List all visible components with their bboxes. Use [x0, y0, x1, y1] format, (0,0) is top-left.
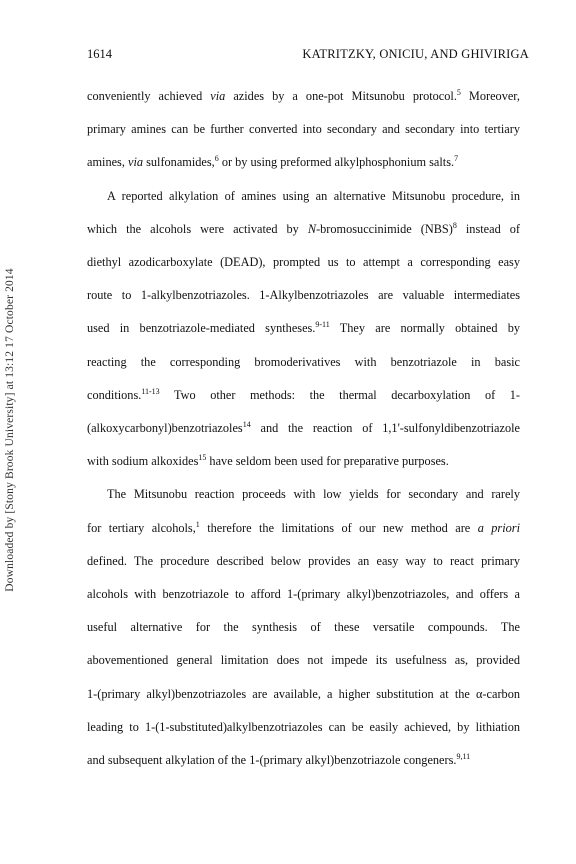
- reference-superscript: 15: [198, 453, 207, 463]
- text-run: alcohols with benzotriazole to afford 1-(primary alkyl)benzotriazoles, and offers a: [87, 587, 520, 601]
- reference-superscript: 6: [214, 154, 219, 164]
- text-line: [87, 254, 520, 270]
- text-run: or by using preformed alkylphosphonium salts.: [218, 155, 455, 170]
- text-run: therefore the limitations of our new method are: [199, 520, 478, 535]
- text-line: [87, 154, 520, 170]
- text-run: conveniently achieved: [87, 89, 211, 103]
- text-run: with sodium alkoxides: [87, 454, 199, 469]
- text-run: have seldom been used for preparative purposes.: [206, 454, 449, 469]
- text-run: (alkoxycarbonyl)benzotriazoles: [87, 421, 243, 435]
- text-run: used in benzotriazole-mediated syntheses.: [87, 321, 316, 336]
- text-run: They are normally obtained by: [329, 321, 520, 336]
- text-run: Two other methods: the thermal decarboxylation of 1-: [159, 387, 520, 402]
- text-run: Moreover,: [460, 89, 520, 103]
- text-run: for tertiary alcohols,: [87, 520, 196, 535]
- text-run: primary amines can be further converted into secondary and secondary into tertiary: [87, 122, 520, 137]
- text-run: reacting the corresponding bromoderivatives with benzotriazole in basic: [87, 354, 520, 369]
- text-run: which the alcohols were activated by: [87, 221, 308, 236]
- reference-superscript: 11-13: [141, 386, 160, 396]
- text-run: route to 1-alkylbenzotriazoles. 1-Alkylbenzotriazoles are valuable intermediates: [87, 288, 520, 303]
- text-line: [87, 486, 520, 502]
- text-run: conditions.: [87, 387, 142, 402]
- italic-text: a priori: [477, 520, 520, 535]
- text-line: [87, 287, 520, 303]
- italic-text: via: [210, 89, 226, 103]
- italic-text: via: [127, 155, 144, 170]
- text-run: azides by a one-pot Mitsunobu protocol.: [225, 89, 457, 103]
- text-line: [87, 586, 520, 602]
- text-run: sulfonamides,: [143, 155, 215, 170]
- text-run: instead of: [456, 221, 520, 236]
- text-run: -bromosuccinimide (NBS): [316, 221, 453, 236]
- text-run: The Mitsunobu reaction proceeds with low yields for secondary and rarely: [107, 487, 520, 502]
- reference-superscript: 8: [452, 220, 457, 230]
- text-run: A reported alkylation of amines using an alternative Mitsunobu procedure, in: [107, 188, 520, 203]
- reference-superscript: 1: [195, 519, 200, 529]
- reference-superscript: 9-11: [315, 320, 330, 330]
- text-line: [87, 719, 520, 735]
- text-line: [87, 686, 520, 702]
- text-line: [87, 619, 520, 635]
- text-line: [87, 520, 520, 536]
- reference-superscript: 7: [454, 154, 459, 164]
- text-run: abovementioned general limitation does not impede its usefulness as, provided: [87, 653, 520, 668]
- text-line: [87, 387, 520, 403]
- text-run: leading to 1-(1-substituted)alkylbenzotriazoles can be easily achieved, by lithiation: [87, 719, 520, 734]
- text-run: 1-(primary alkyl)benzotriazoles are available, a higher substitution at the α-carbon: [87, 686, 520, 701]
- reference-superscript: 9,11: [456, 752, 471, 761]
- text-line: [87, 453, 520, 469]
- text-run: and subsequent alkylation of the 1-(primary alkyl)benzotriazole congeners.: [87, 753, 457, 767]
- text-line: [87, 221, 520, 237]
- text-line: [87, 420, 520, 436]
- text-line: [87, 88, 520, 104]
- reference-superscript: 14: [242, 420, 251, 429]
- text-line: [87, 320, 520, 336]
- text-line: [87, 553, 520, 569]
- download-watermark: Downloaded by [Stony Brook University] at 13:12 17 October 2014: [4, 268, 16, 592]
- text-run: amines,: [87, 155, 128, 170]
- text-line: [87, 188, 520, 204]
- text-run: diethyl azodicarboxylate (DEAD), prompted us to attempt a corresponding easy: [87, 255, 520, 269]
- reference-superscript: 5: [456, 88, 461, 97]
- italic-text: N: [307, 221, 317, 236]
- text-line: [87, 752, 520, 768]
- text-run: defined. The procedure described below provides an easy way to react primary: [87, 553, 520, 568]
- text-run: and the reaction of 1,1'-sulfonyldibenzotriazole: [250, 421, 520, 435]
- text-line: [87, 354, 520, 370]
- running-head: KATRITZKY, ONICIU, AND GHIVIRIGA: [302, 47, 529, 61]
- text-line: [87, 121, 520, 137]
- page-number: 1614: [87, 47, 112, 61]
- text-line: [87, 652, 520, 668]
- text-run: useful alternative for the synthesis of these versatile compounds. The: [87, 620, 520, 635]
